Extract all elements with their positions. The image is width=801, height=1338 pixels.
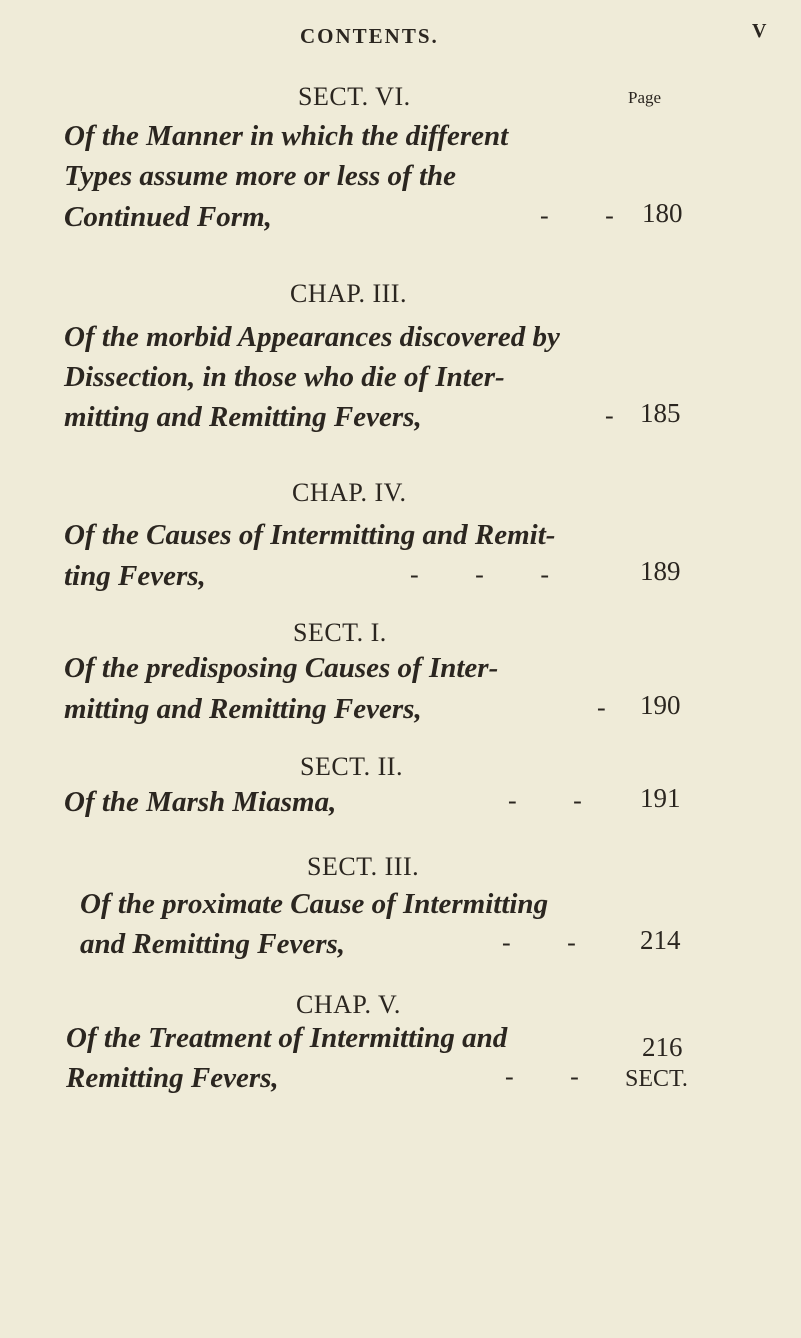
entry-title-line: mitting and Remitting Fevers, — [64, 401, 422, 433]
dot-leaders: - — [605, 401, 614, 430]
catchword: SECT. — [625, 1066, 688, 1092]
entry-title-line: Remitting Fevers, — [66, 1062, 279, 1094]
entry-title-line: Of the predisposing Causes of Inter- — [64, 652, 499, 684]
page-column-label: Page — [628, 88, 662, 107]
dot-leaders: - - — [502, 928, 576, 957]
entry-heading: SECT. III. — [307, 852, 420, 881]
entry-title-line: Of the Marsh Miasma, — [64, 786, 337, 818]
page-number: 191 — [640, 783, 681, 813]
entry-title-line: mitting and Remitting Fevers, — [64, 693, 422, 725]
page-number: 216 — [642, 1032, 683, 1062]
entry-title-line: Dissection, in those who die of Inter- — [64, 361, 505, 393]
folio-page-number: V — [752, 20, 767, 42]
entry-title-line: Of the proximate Cause of Intermitting — [80, 888, 549, 920]
entry-title-line: Continued Form, — [64, 201, 272, 233]
entry-heading: SECT. II. — [300, 752, 403, 781]
dot-leaders: - - — [540, 201, 614, 230]
entry-title-line: and Remitting Fevers, — [80, 928, 346, 960]
page-number: 189 — [640, 556, 681, 586]
running-head: CONTENTS. — [300, 24, 439, 48]
dot-leaders: - - — [505, 1062, 579, 1091]
entry-heading: SECT. VI. — [298, 82, 411, 111]
entry-title-line: ting Fevers, — [64, 560, 206, 592]
dot-leaders: - — [597, 693, 606, 722]
entry-title-line: Of the Manner in which the different — [64, 120, 509, 152]
entry-title-line: Of the Treatment of Intermitting and — [66, 1022, 508, 1054]
entry-title-line: Of the Causes of Intermitting and Remit- — [64, 519, 556, 551]
entry-heading: CHAP. III. — [290, 279, 407, 308]
entry-heading: CHAP. IV. — [292, 478, 407, 507]
dot-leaders: - - — [508, 786, 582, 815]
entry-title-line: Types assume more or less of the — [64, 160, 457, 192]
dot-leaders: - - - — [410, 560, 549, 589]
entry-title-line: Of the morbid Appearances discovered by — [64, 321, 560, 353]
page-number: 185 — [640, 398, 681, 428]
entry-heading: CHAP. V. — [296, 990, 401, 1019]
page-number: 180 — [642, 198, 683, 228]
page-number: 190 — [640, 690, 681, 720]
page-number: 214 — [640, 925, 681, 955]
entry-heading: SECT. I. — [293, 618, 387, 647]
